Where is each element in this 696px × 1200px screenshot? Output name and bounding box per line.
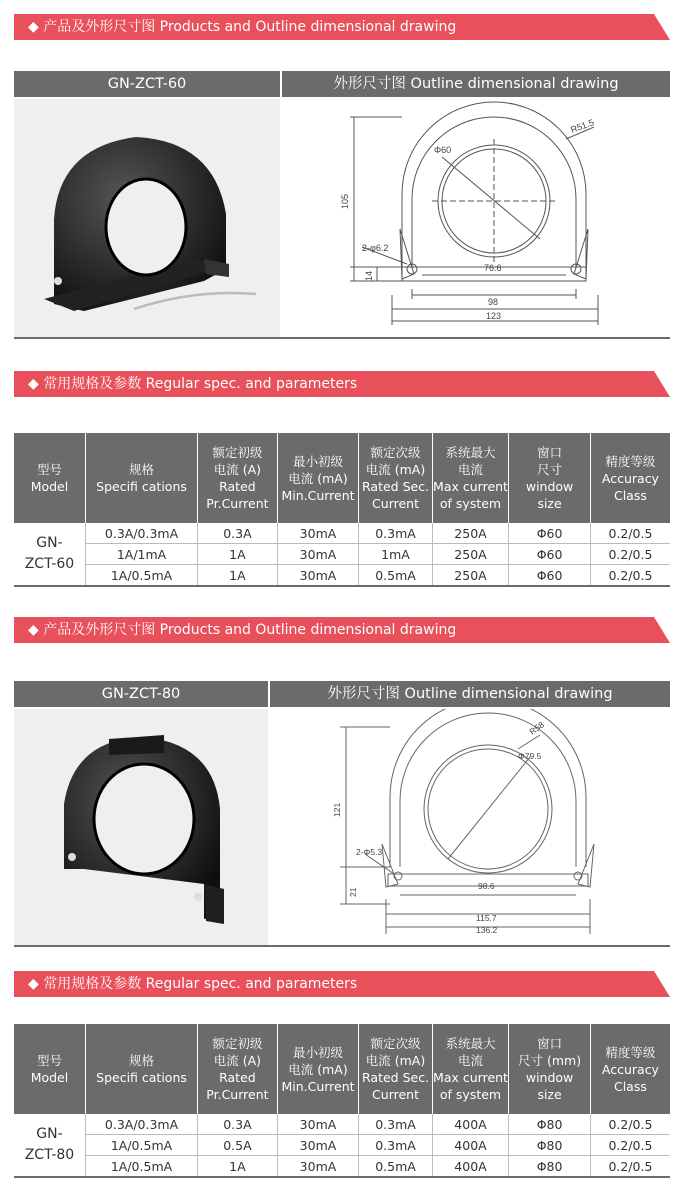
- header-model: 型号 Model: [14, 1024, 85, 1114]
- header-min-current: 最小初级 电流 (mA) Min.Current: [277, 433, 359, 523]
- dim-base: 21: [348, 887, 358, 897]
- header-model: 型号 Model: [14, 433, 85, 523]
- table-row: [14, 544, 670, 565]
- table-cell: Φ80: [509, 1156, 591, 1178]
- outline-drawing-svg: [270, 709, 670, 947]
- table-cell: 1A/1mA: [85, 544, 197, 565]
- outline-drawing: [282, 99, 670, 337]
- current-transformer-image: [14, 709, 268, 947]
- table-cell: 250A: [432, 565, 509, 587]
- table-row: [14, 523, 670, 544]
- table-cell: 30mA: [277, 1135, 359, 1156]
- dim-inner: 98.6: [478, 881, 495, 891]
- table-cell: 0.3A: [198, 1114, 278, 1135]
- divider: [14, 945, 670, 947]
- banner-title-text: 常用规格及参数 Regular spec. and parameters: [43, 976, 358, 992]
- drawing-header: 外形尺寸图 Outline dimensional drawing: [270, 681, 670, 707]
- divider: [14, 337, 670, 339]
- table-cell: Φ80: [509, 1135, 591, 1156]
- table-cell: 1A: [198, 544, 278, 565]
- table-cell: Φ80: [509, 1114, 591, 1135]
- banner-title: ◆ 常用规格及参数 Regular spec. and parameters: [28, 976, 358, 992]
- table-cell: 1mA: [359, 544, 432, 565]
- table-row: [14, 1135, 670, 1156]
- product-model-header: GN-ZCT-80: [14, 681, 268, 707]
- header-rated-primary: 额定初级 电流 (A) Rated Pr.Current: [198, 1024, 278, 1114]
- section-banner-specs-1: [14, 371, 670, 397]
- banner-title: ◆ 常用规格及参数 Regular spec. and parameters: [28, 376, 358, 392]
- dim-radius: R51.5: [569, 117, 596, 135]
- current-transformer-image: [14, 99, 280, 337]
- table-cell: Φ60: [509, 544, 591, 565]
- table-cell: 250A: [432, 523, 509, 544]
- table-cell: 1A/0.5mA: [85, 1156, 197, 1178]
- header-rated-secondary: 额定次级 电流 (mA) Rated Sec. Current: [359, 433, 432, 523]
- table-cell: Φ60: [509, 523, 591, 544]
- header-accuracy: 精度等级 Accuracy Class: [590, 433, 670, 523]
- product-photo: [14, 709, 268, 947]
- table-cell: 30mA: [277, 565, 359, 587]
- spec-table-60: [14, 433, 670, 587]
- table-cell: 30mA: [277, 1114, 359, 1135]
- table-cell: 0.3mA: [359, 1114, 432, 1135]
- header-specifications: 规格 Specifi cations: [85, 1024, 197, 1114]
- table-row: [14, 1156, 670, 1178]
- header-rated-secondary: 额定次级 电流 (mA) Rated Sec. Current: [359, 1024, 432, 1114]
- table-cell: 0.2/0.5: [590, 1135, 670, 1156]
- table-cell: 30mA: [277, 523, 359, 544]
- dim-height: 105: [340, 193, 350, 209]
- table-cell: 30mA: [277, 1156, 359, 1178]
- dim-width-2: 123: [486, 311, 502, 321]
- header-max-current: 系统最大 电流 Max current of system: [432, 433, 509, 523]
- table-cell: 0.5mA: [359, 565, 432, 587]
- product-photo: [14, 99, 280, 337]
- banner-title: ◆ 产品及外形尺寸图 Products and Outline dimensional drawing: [28, 622, 457, 638]
- dim-diameter: Φ79.5: [518, 751, 542, 761]
- table-cell: 250A: [432, 544, 509, 565]
- table-cell: 400A: [432, 1114, 509, 1135]
- table-cell: 0.3A/0.3mA: [85, 523, 197, 544]
- section-banner-products-1: [14, 14, 670, 40]
- dim-width-2: 136.2: [476, 925, 498, 935]
- table-cell: 0.3mA: [359, 1135, 432, 1156]
- table-cell: 0.5A: [198, 1135, 278, 1156]
- drawing-header: 外形尺寸图 Outline dimensional drawing: [282, 71, 670, 97]
- table-cell: 30mA: [277, 544, 359, 565]
- table-cell: 400A: [432, 1135, 509, 1156]
- dim-holes: 2-φ6.2: [362, 243, 389, 253]
- table-cell: 0.2/0.5: [590, 1114, 670, 1135]
- table-cell: 0.2/0.5: [590, 544, 670, 565]
- banner-title-text: 产品及外形尺寸图 Products and Outline dimensional drawing: [43, 19, 457, 35]
- spec-table-80: [14, 1024, 670, 1178]
- table-cell: 0.3A/0.3mA: [85, 1114, 197, 1135]
- model-cell: GN- ZCT-80: [14, 1114, 85, 1177]
- header-accuracy: 精度等级 Accuracy Class: [590, 1024, 670, 1114]
- header-max-current: 系统最大 电流 Max current of system: [432, 1024, 509, 1114]
- table-cell: 0.2/0.5: [590, 523, 670, 544]
- model-cell: GN- ZCT-60: [14, 523, 85, 586]
- table-cell: 0.2/0.5: [590, 1156, 670, 1178]
- banner-title-text: 产品及外形尺寸图 Products and Outline dimensional drawing: [43, 622, 457, 638]
- section-banner-products-2: [14, 617, 670, 643]
- header-rated-primary: 额定初级 电流 (A) Rated Pr.Current: [198, 433, 278, 523]
- dim-width-1: 98: [488, 297, 499, 307]
- product-model-header: GN-ZCT-60: [14, 71, 280, 97]
- dim-inner: 76.6: [484, 263, 502, 273]
- table-row: [14, 565, 670, 587]
- table-cell: 1A/0.5mA: [85, 565, 197, 587]
- table-cell: 1A: [198, 565, 278, 587]
- banner-title-text: 常用规格及参数 Regular spec. and parameters: [43, 376, 358, 392]
- dim-holes: 2-Φ5.3: [356, 847, 383, 857]
- table-row: [14, 1114, 670, 1135]
- dim-diameter: Φ60: [434, 145, 452, 155]
- table-cell: 0.3A: [198, 523, 278, 544]
- table-cell: 400A: [432, 1156, 509, 1178]
- section-banner-specs-2: [14, 971, 670, 997]
- outline-drawing: [270, 709, 670, 947]
- table-cell: 1A/0.5mA: [85, 1135, 197, 1156]
- table-cell: 0.2/0.5: [590, 565, 670, 587]
- table-cell: 0.3mA: [359, 523, 432, 544]
- header-specifications: 规格 Specifi cations: [85, 433, 197, 523]
- table-cell: 0.5mA: [359, 1156, 432, 1178]
- dim-radius: R58: [527, 719, 546, 737]
- table-cell: Φ60: [509, 565, 591, 587]
- header-window-size: 窗口 尺寸 (mm) window size: [509, 1024, 591, 1114]
- dim-base: 14: [364, 270, 374, 281]
- banner-title: ◆ 产品及外形尺寸图 Products and Outline dimensional drawing: [28, 19, 457, 35]
- table-cell: 1A: [198, 1156, 278, 1178]
- header-window-size: 窗口 尺寸 window size: [509, 433, 591, 523]
- dim-height: 121: [332, 802, 342, 817]
- header-min-current: 最小初级 电流 (mA) Min.Current: [277, 1024, 359, 1114]
- dim-width-1: 115.7: [476, 913, 497, 923]
- outline-drawing-svg: [282, 99, 670, 337]
